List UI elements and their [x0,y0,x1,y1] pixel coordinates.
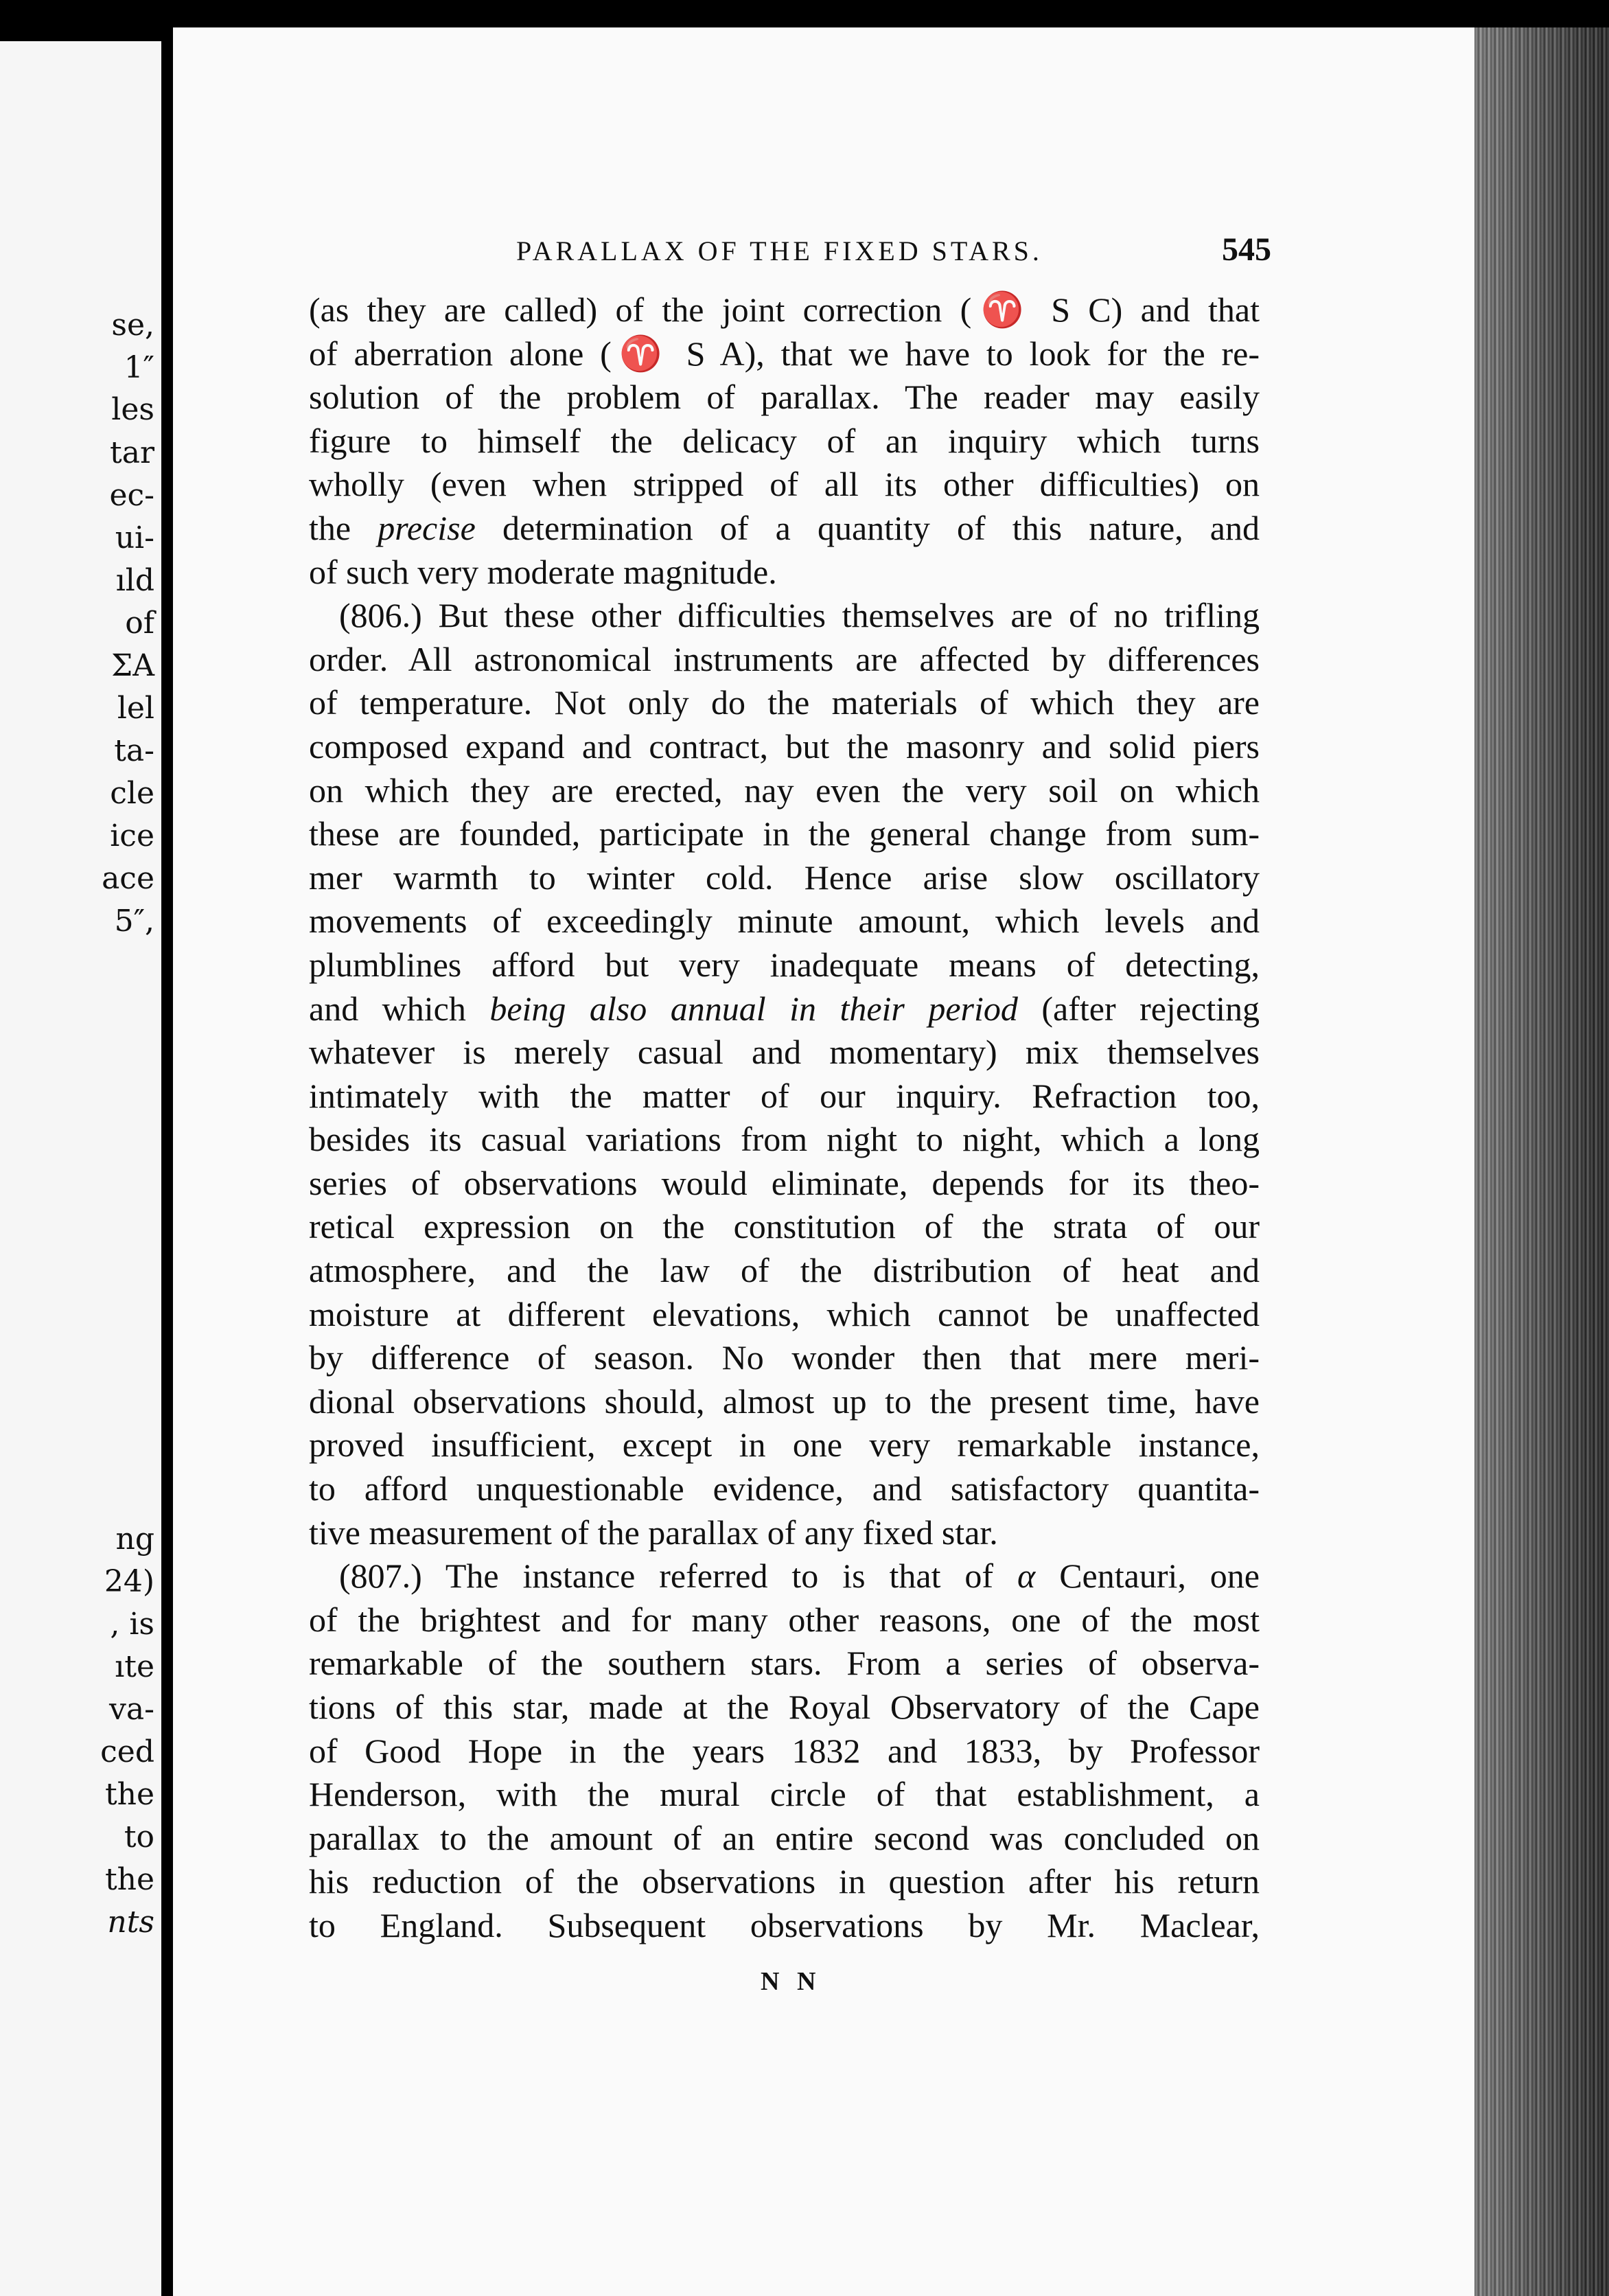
left-fragment: , is [110,1607,154,1642]
paragraph-806-start: (806.) But these other difficulties themselves are of no trifling [339,596,1260,635]
left-fragment: ui- [115,520,154,555]
left-fragment: of [125,606,154,641]
text-segment: determination of a quantity of this nature, and [475,508,1260,547]
text-line: parallax to the amount of an entire second was concluded on [309,1818,1260,1857]
italic-phrase: being also annual in their period [489,989,1018,1028]
paragraph-807-start [309,1554,1260,1598]
text-line: dional observations should, almost up to the present time, have [309,1381,1260,1421]
left-fragment: tar [110,435,154,470]
left-fragment: ace [102,861,154,896]
text-line: moisture at different elevations, which cannot be unaffected [309,1294,1260,1333]
left-fragment: ec- [109,478,154,513]
text-line: order. All astronomical instruments are affected by differences [309,639,1260,678]
text-line: solution of the problem of parallax. The reader may easily [309,378,1260,417]
text-line: proved insufficient, except in one very remarkable instance, [309,1425,1260,1465]
body-text [309,288,1260,1948]
left-fragment: ng [115,1522,154,1557]
text-line: tions of this star, made at the Royal Observatory of the Cape [309,1688,1260,1726]
left-fragment: the [104,1862,154,1897]
left-fragment: lel [117,691,154,726]
italic-word: precise [378,508,476,547]
text-line: remarkable of the southern stars. From a series of observa- [309,1644,1260,1683]
text-line: wholly (even when stripped of all its other difficulties) on [309,465,1260,504]
text-line: atmosphere, and the law of the distribution of heat and [309,1251,1260,1290]
text-line: (as they are called) of the joint correction (♈ S C) and that [309,290,1260,329]
text-line: besides its casual variations from night to night, which a long [309,1120,1260,1159]
text-line: whatever is merely casual and momentary) mix themselves [309,1033,1260,1072]
left-fragment: ΣA [111,648,154,683]
text-line: these are founded, participate in the general change from sum- [309,814,1260,853]
left-facing-page [0,41,161,2296]
left-fragment: 1″ [124,350,154,385]
text-line: composed expand and contract, but the masonry and solid piers [309,726,1260,766]
text-line: by difference of season. No wonder then that mere meri- [309,1338,1260,1377]
left-fragment: les [111,392,154,427]
running-title: PARALLAX OF THE FIXED STARS. [516,236,1043,266]
left-fragment: ced [100,1734,154,1769]
text-line: tive measurement of the parallax of any fixed star. [309,1513,998,1552]
running-head [516,231,1271,276]
left-fragment: ta- [114,733,154,768]
text-line: retical expression on the constitution of the strata of our [309,1207,1260,1246]
text-line: figure to himself the delicacy of an inquiry which turns [309,421,1260,460]
text-line: of aberration alone (♈ S A), that we have to look for the re- [309,334,1260,373]
left-fragment: va- [109,1692,154,1727]
text-line: on which they are erected, nay even the very soil on which [309,770,1260,810]
text-line: to England. Subsequent observations by Mr. Maclear, [309,1905,1260,1944]
text-line: of the brightest and for many other reasons, one of the most [309,1600,1260,1639]
text-line: of such very moderate magnitude. [309,552,777,591]
left-fragment: the [104,1777,154,1812]
left-page-text-fragments [0,41,161,2296]
text-line: mer warmth to winter cold. Hence arise slow oscillatory [309,858,1260,897]
book-page-edges [1474,27,1609,2296]
text-line: Henderson, with the mural circle of that establishment, a [309,1775,1260,1814]
left-fragment: 24) [104,1564,154,1599]
left-fragment: nts [107,1905,154,1940]
text-line: movements of exceedingly minute amount, which levels and [309,902,1260,941]
page-number: 545 [1222,231,1271,268]
text-segment: (807.) The instance referred to is that of [339,1557,1017,1596]
text-line: series of observations would eliminate, depends for its theo- [309,1163,1260,1202]
greek-alpha: α [1017,1557,1036,1596]
left-fragment: ice [110,818,154,853]
text-line [309,987,1260,1031]
text-segment: Centauri, one [1035,1557,1260,1596]
text-line: of temperature. Not only do the materials of which they are [309,683,1260,722]
left-fragment: se, [111,308,154,343]
text-segment: the [309,508,378,547]
text-line: his reduction of the observations in question after his return [309,1862,1260,1901]
left-fragment: 5″, [114,904,154,939]
text-segment: and which [309,989,490,1028]
text-line: of Good Hope in the years 1832 and 1833, by Professor [309,1731,1260,1770]
left-fragment: ıte [115,1649,154,1684]
left-fragment: to [124,1819,154,1855]
text-line: intimately with the matter of our inquiry. Refraction too, [309,1076,1260,1115]
left-fragment: cle [110,776,154,811]
text-line: to afford unquestionable evidence, and satisfactory quantita- [309,1469,1260,1508]
left-fragment: ıld [115,563,154,598]
signature-mark: N N [761,1967,822,1996]
text-line [309,507,1260,551]
text-line: plumblines afford but very inadequate means of detecting, [309,945,1260,984]
text-segment: (after rejecting [1017,989,1260,1028]
